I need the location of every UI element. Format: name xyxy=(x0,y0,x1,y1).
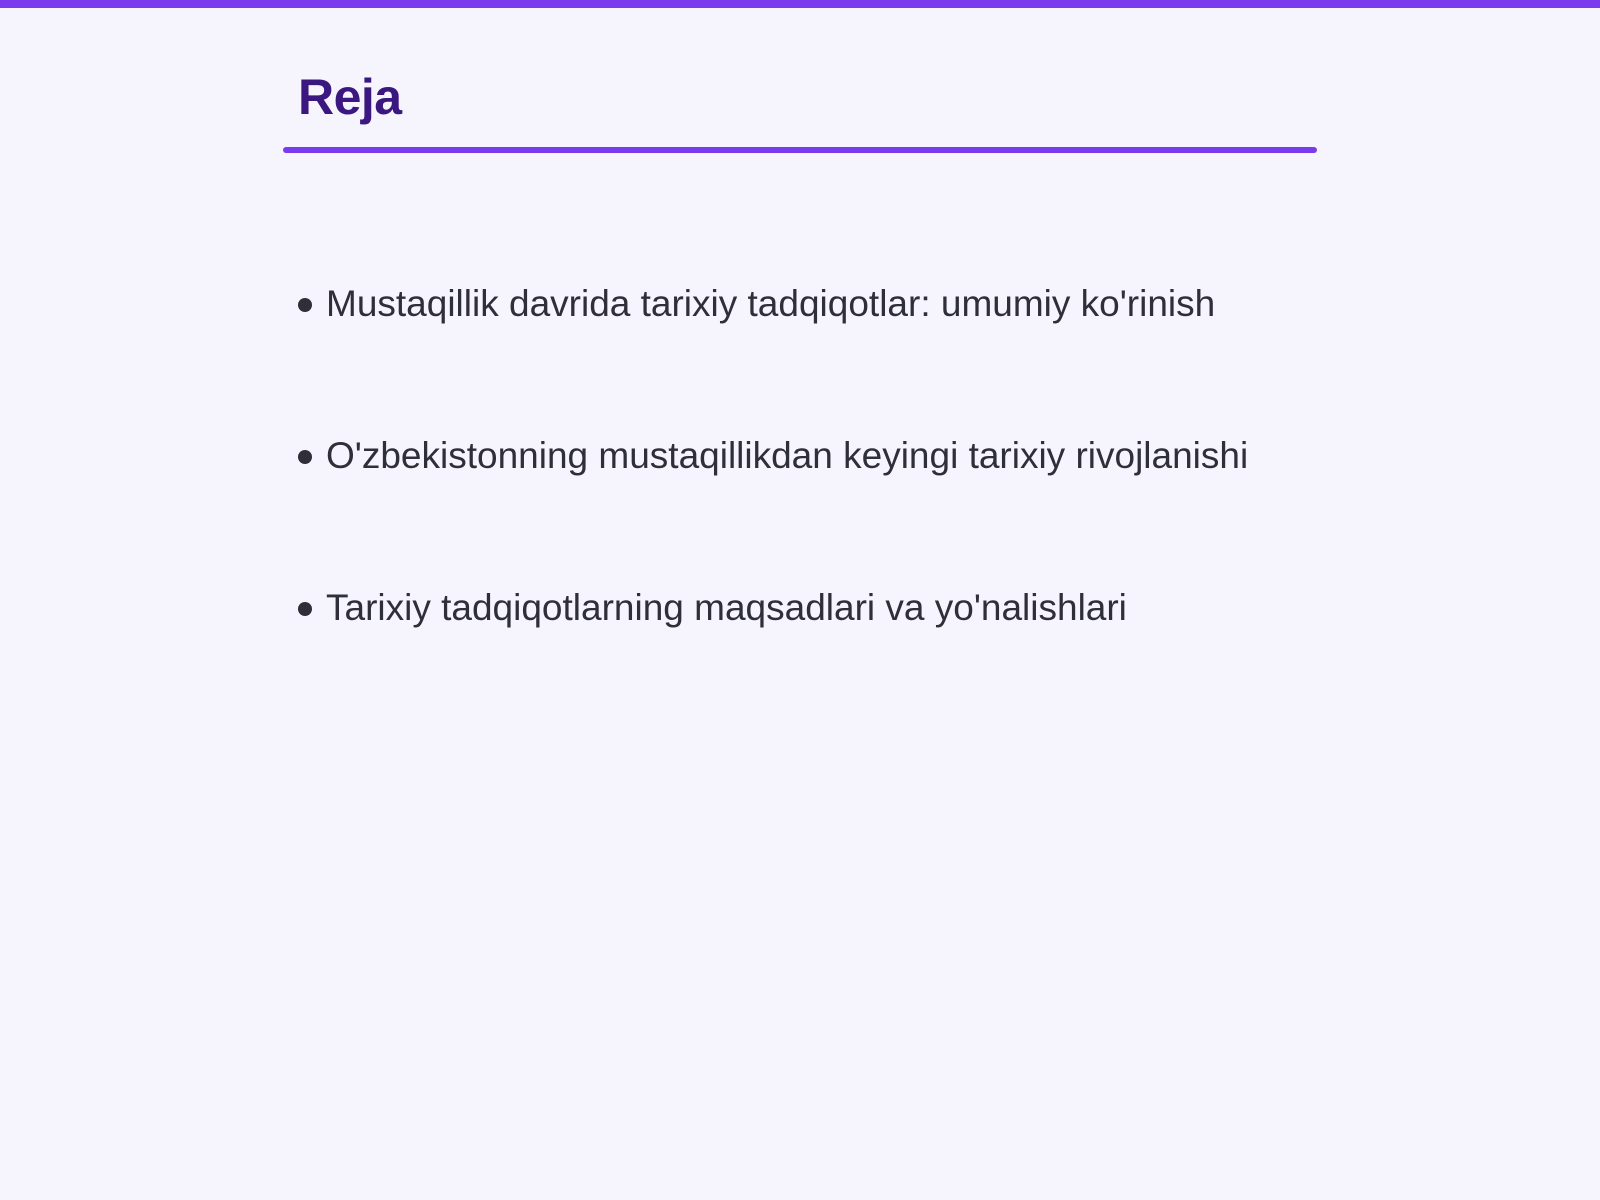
bullet-item xyxy=(298,432,1398,584)
bullet-text: Tarixiy tadqiqotlarning maqsadlari va yo'nalishlari xyxy=(326,587,1127,628)
bullet-dot-icon xyxy=(298,450,312,464)
bullet-item xyxy=(298,280,1398,432)
bullet-dot-icon xyxy=(298,298,312,312)
bullet-text: Mustaqillik davrida tarixiy tadqiqotlar: umumiy ko'rinish xyxy=(326,283,1216,324)
bullet-text: O'zbekistonning mustaqillikdan keyingi tarixiy rivojlanishi xyxy=(326,435,1249,476)
title-underline xyxy=(283,147,1317,153)
slide-title: Reja xyxy=(298,69,402,125)
bullet-dot-icon xyxy=(298,602,312,616)
bullet-item xyxy=(298,584,1398,736)
bullet-list xyxy=(298,280,1398,736)
